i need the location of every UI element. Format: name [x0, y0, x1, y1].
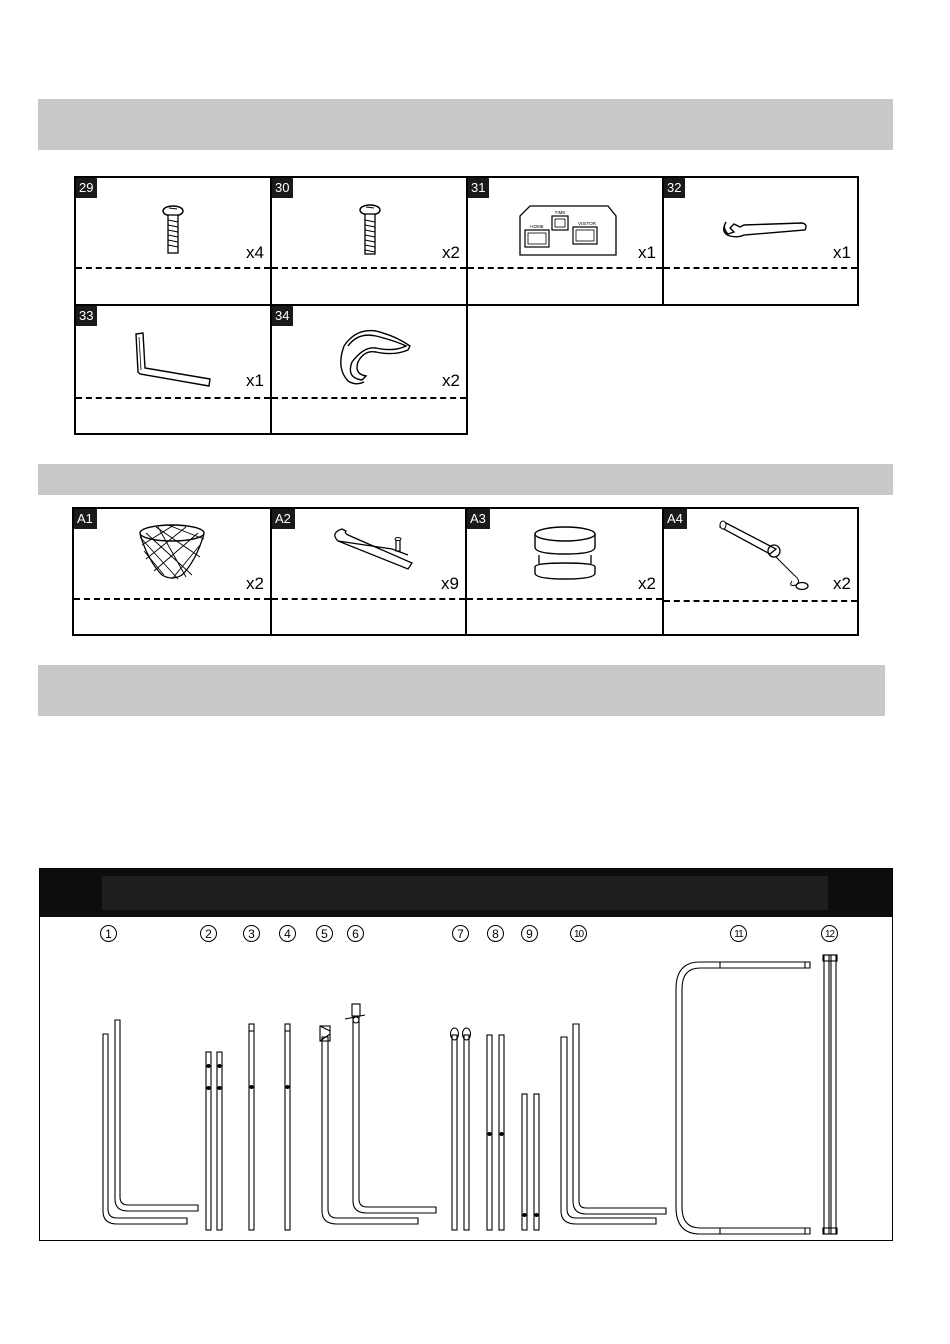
dashed-divider [74, 598, 270, 600]
pole-2b [217, 1052, 222, 1230]
pole-label-10: 10 [570, 925, 587, 942]
part-number: 29 [76, 178, 97, 198]
dashed-divider [467, 598, 662, 600]
pole-label-5: 5 [316, 925, 333, 942]
pole-label-12: 12 [821, 925, 838, 942]
part-cell-a4 [664, 509, 857, 634]
pole-1-long [103, 1034, 187, 1224]
section-header-accessories [38, 464, 893, 495]
dashed-divider [272, 598, 465, 600]
pole-label-1: 1 [100, 925, 117, 942]
part-number: 34 [272, 306, 293, 326]
scoreboard-home-label: HOME [530, 224, 544, 229]
part-number: 33 [76, 306, 97, 326]
part-cell-29 [76, 178, 272, 304]
pole-10-short [573, 1024, 666, 1214]
part-cell-31 [468, 178, 664, 304]
pole-4 [285, 1024, 290, 1230]
bolt-short-icon [76, 178, 272, 268]
pole-label-4: 4 [279, 925, 296, 942]
pole-label-2: 2 [200, 925, 217, 942]
part-number: A4 [664, 509, 687, 529]
scoreboard-visitor-label: VISITOR [578, 221, 596, 226]
pin-icon [664, 509, 857, 599]
part-qty: x1 [638, 243, 656, 262]
dashed-divider [468, 267, 662, 269]
pole-10-long [561, 1037, 656, 1224]
part-qty: x2 [442, 371, 460, 390]
pole-3 [249, 1024, 254, 1230]
dashed-divider [76, 267, 270, 269]
pole-7a [452, 1035, 457, 1230]
pole-label-11: 11 [730, 925, 747, 942]
pole-7b [464, 1035, 469, 1230]
part-qty: x9 [441, 574, 459, 593]
accessory-row [72, 507, 859, 636]
pole-label-6: 6 [347, 925, 364, 942]
poles-drawing [40, 869, 892, 1240]
pole-2a [206, 1052, 211, 1230]
part-cell-a3 [467, 509, 664, 634]
part-qty: x2 [442, 243, 460, 262]
section-header-poles [38, 665, 885, 716]
pole-diagram [39, 868, 893, 1241]
hardware-row-2 [74, 304, 468, 435]
dashed-divider [272, 267, 466, 269]
part-qty: x2 [833, 574, 851, 593]
cap-icon [467, 509, 664, 599]
part-qty: x1 [833, 243, 851, 262]
pole-1-short [115, 1020, 198, 1211]
part-cell-a1 [74, 509, 272, 634]
net-icon [74, 509, 272, 599]
scoreboard-icon [468, 178, 664, 268]
part-number: 31 [468, 178, 489, 198]
wrench-icon [664, 178, 857, 268]
pole-label-8: 8 [487, 925, 504, 942]
pole-12b [831, 955, 836, 1234]
part-number: A2 [272, 509, 295, 529]
pole-6 [353, 1016, 436, 1213]
hex-key-icon [76, 306, 272, 401]
strap-icon [272, 306, 466, 401]
part-cell-34 [272, 306, 466, 433]
part-qty: x2 [638, 574, 656, 593]
part-qty: x1 [246, 371, 264, 390]
pole-12a [824, 955, 829, 1234]
part-qty: x4 [246, 243, 264, 262]
pole-label-9: 9 [521, 925, 538, 942]
dashed-divider [272, 397, 466, 399]
part-qty: x2 [246, 574, 264, 593]
pole-9b [534, 1094, 539, 1230]
part-number: A3 [467, 509, 490, 529]
part-cell-a2 [272, 509, 467, 634]
scoreboard-time-label: TIME [554, 210, 566, 215]
section-header-hardware [38, 99, 893, 150]
part-number: 32 [664, 178, 685, 198]
part-number: 30 [272, 178, 293, 198]
pole-label-3: 3 [243, 925, 260, 942]
part-cell-30 [272, 178, 468, 304]
pole-label-7: 7 [452, 925, 469, 942]
part-number: A1 [74, 509, 97, 529]
pole-5 [322, 1037, 418, 1224]
dashed-divider [664, 600, 857, 602]
dashed-divider [76, 397, 270, 399]
part-cell-32 [664, 178, 857, 304]
bolt-long-icon [272, 178, 468, 268]
dashed-divider [664, 267, 857, 269]
part-cell-33 [76, 306, 272, 433]
clip-icon [272, 509, 467, 599]
hardware-row-1 [74, 176, 859, 306]
pole-11-frame [676, 962, 810, 1234]
pole-9a [522, 1094, 527, 1230]
